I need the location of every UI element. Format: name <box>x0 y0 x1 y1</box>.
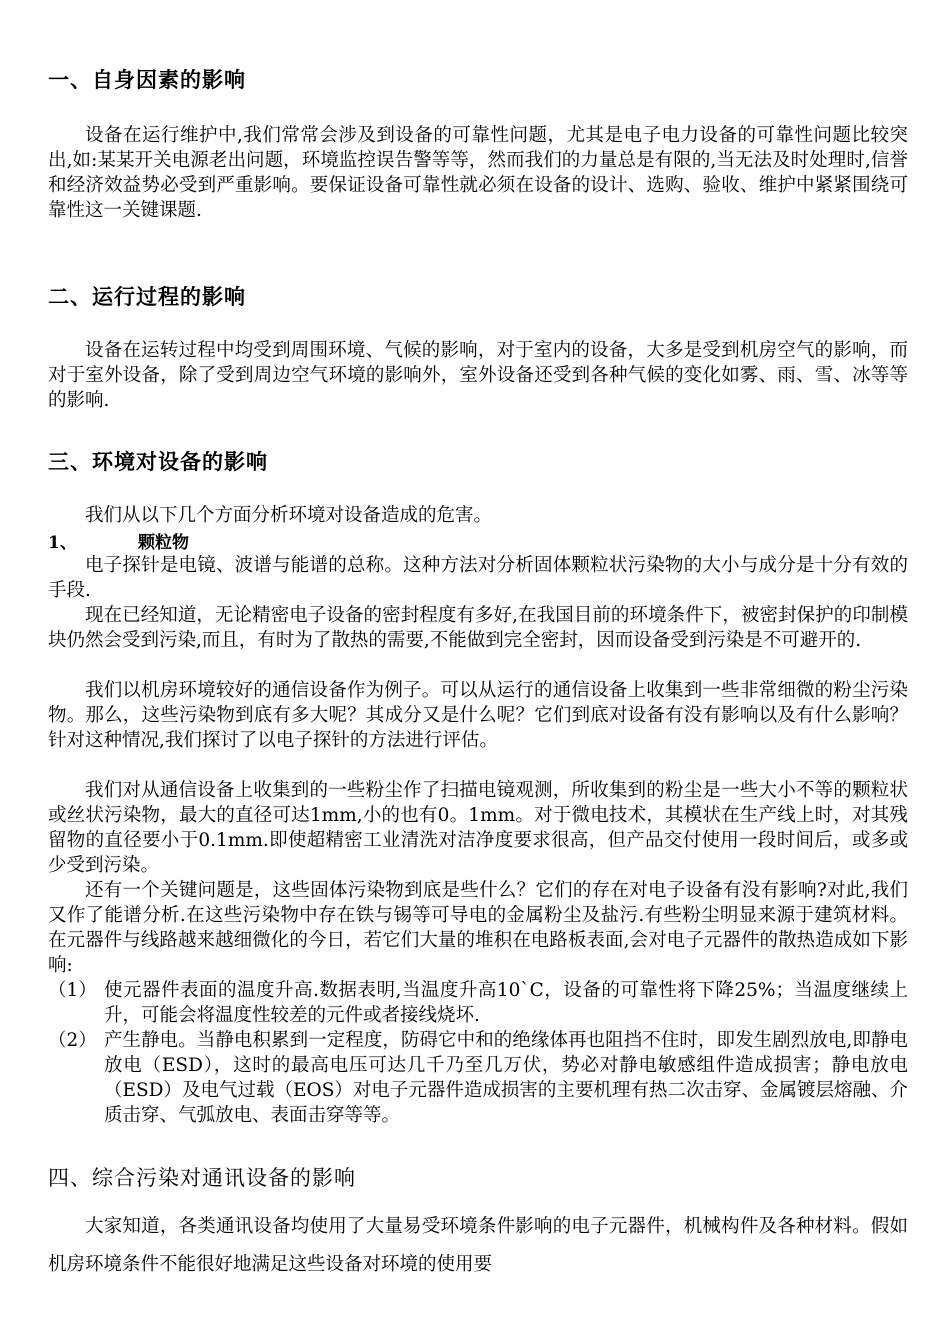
section-4-paragraph: 大家知道，各类通讯设备均使用了大量易受环境条件影响的电子元器件，机械构件及各种材料。假如机房环境条件不能很好地满足这些设备对环境的使用要 <box>48 1216 908 1275</box>
particulate-item-title <box>48 528 189 553</box>
section-heading-3: 三、环境对设备的影响 <box>48 449 268 474</box>
section-3-paragraph: 我们对从通信设备上收集到的一些粉尘作了扫描电镜观测，所收集到的粉尘是一些大小不等的颗粒状或丝状污染物，最大的直径可达1mm,小的也有0。1mm。对于微电技术，其模状在生产线上时，对其残留物的直径要小于0.1mm.即使超精密工业清洗对洁净度要求很高，但产品交付使用一段时间后，或多或少受到污染。 <box>48 780 908 876</box>
item-number: 1、 <box>48 533 77 553</box>
section-heading-1: 一、自身因素的影响 <box>48 67 246 92</box>
effect-list-item <box>48 978 908 1028</box>
list-marker: （2） <box>48 1030 97 1051</box>
section-3-paragraph: 还有一个关键问题是，这些固体污染物到底是些什么？它们的存在对电子设备有没有影响?对此,我们又作了能谱分析.在这些污染物中存在铁与锡等可导电的金属粉尘及盐污.有些粉尘明显来源于建筑材料。在元器件与线路越来越细微化的今日，若它们大量的堆积在电路板表面,会对电子元器件的散热造成如下影响: <box>48 880 908 976</box>
item-title-text: 颗粒物 <box>138 533 189 553</box>
effect-list-item <box>48 1028 908 1128</box>
section-heading-4: 四、综合污染对通讯设备的影响 <box>48 1166 356 1190</box>
section-3-intro: 我们从以下几个方面分析环境对设备造成的危害。 <box>85 505 493 526</box>
section-1-paragraph: 设备在运行维护中,我们常常会涉及到设备的可靠性问题，尤其是电子电力设备的可靠性问题比较突出,如:某某开关电源老出问题，环境监控误告警等等，然而我们的力量总是有限的,当无法及时处理时,信誉和经济效益势必受到严重影响。要保证设备可靠性就必须在设备的设计、选购、验收、维护中紧紧围绕可靠性这一关键课题. <box>48 125 908 221</box>
list-item-text: 产生静电。当静电积累到一定程度，防碍它中和的绝缘体再也阻挡不住时，即发生剧烈放电,即静电放电（ESD），这时的最高电压可达几千乃至几万伏，势必对静电敏感组件造成损害；静电放电（ESD）及电气过载（EOS）对电子元器件造成损害的主要机理有热二次击穿、金属镀层熔融、介质击穿、气弧放电、表面击穿等等。 <box>104 1030 908 1126</box>
section-3-paragraph: 我们以机房环境较好的通信设备作为例子。可以从运行的通信设备上收集到一些非常细微的粉尘污染物。那么，这些污染物到底有多大呢？其成分又是什么呢？它们到底对设备有没有影响以及有什么影响？针对这种情况,我们探讨了以电子探针的方法进行评估。 <box>48 680 908 751</box>
section-2-paragraph: 设备在运转过程中均受到周围环境、气候的影响，对于室内的设备，大多是受到机房空气的影响，而对于室外设备，除了受到周边空气环境的影响外，室外设备还受到各种气候的变化如雾、雨、雪、冰等等的影响. <box>48 340 908 411</box>
section-3-paragraph: 现在已经知道，无论精密电子设备的密封程度有多好,在我国目前的环境条件下，被密封保护的印制模块仍然会受到污染,而且，有时为了散热的需要,不能做到完全密封，因而设备受到污染是不可避开的. <box>48 605 908 651</box>
list-item-text: 使元器件表面的温度升高.数据表明,当温度升高10`C，设备的可靠性将下降25%；当温度继续上升，可能会将温度性较差的元件或者接线烧坏. <box>104 980 908 1026</box>
list-marker: （1） <box>48 980 97 1001</box>
section-3-paragraph: 电子探针是电镜、波谱与能谱的总称。这种方法对分析固体颗粒状污染物的大小与成分是十分有效的手段. <box>48 555 908 601</box>
section-heading-2: 二、运行过程的影响 <box>48 284 246 309</box>
